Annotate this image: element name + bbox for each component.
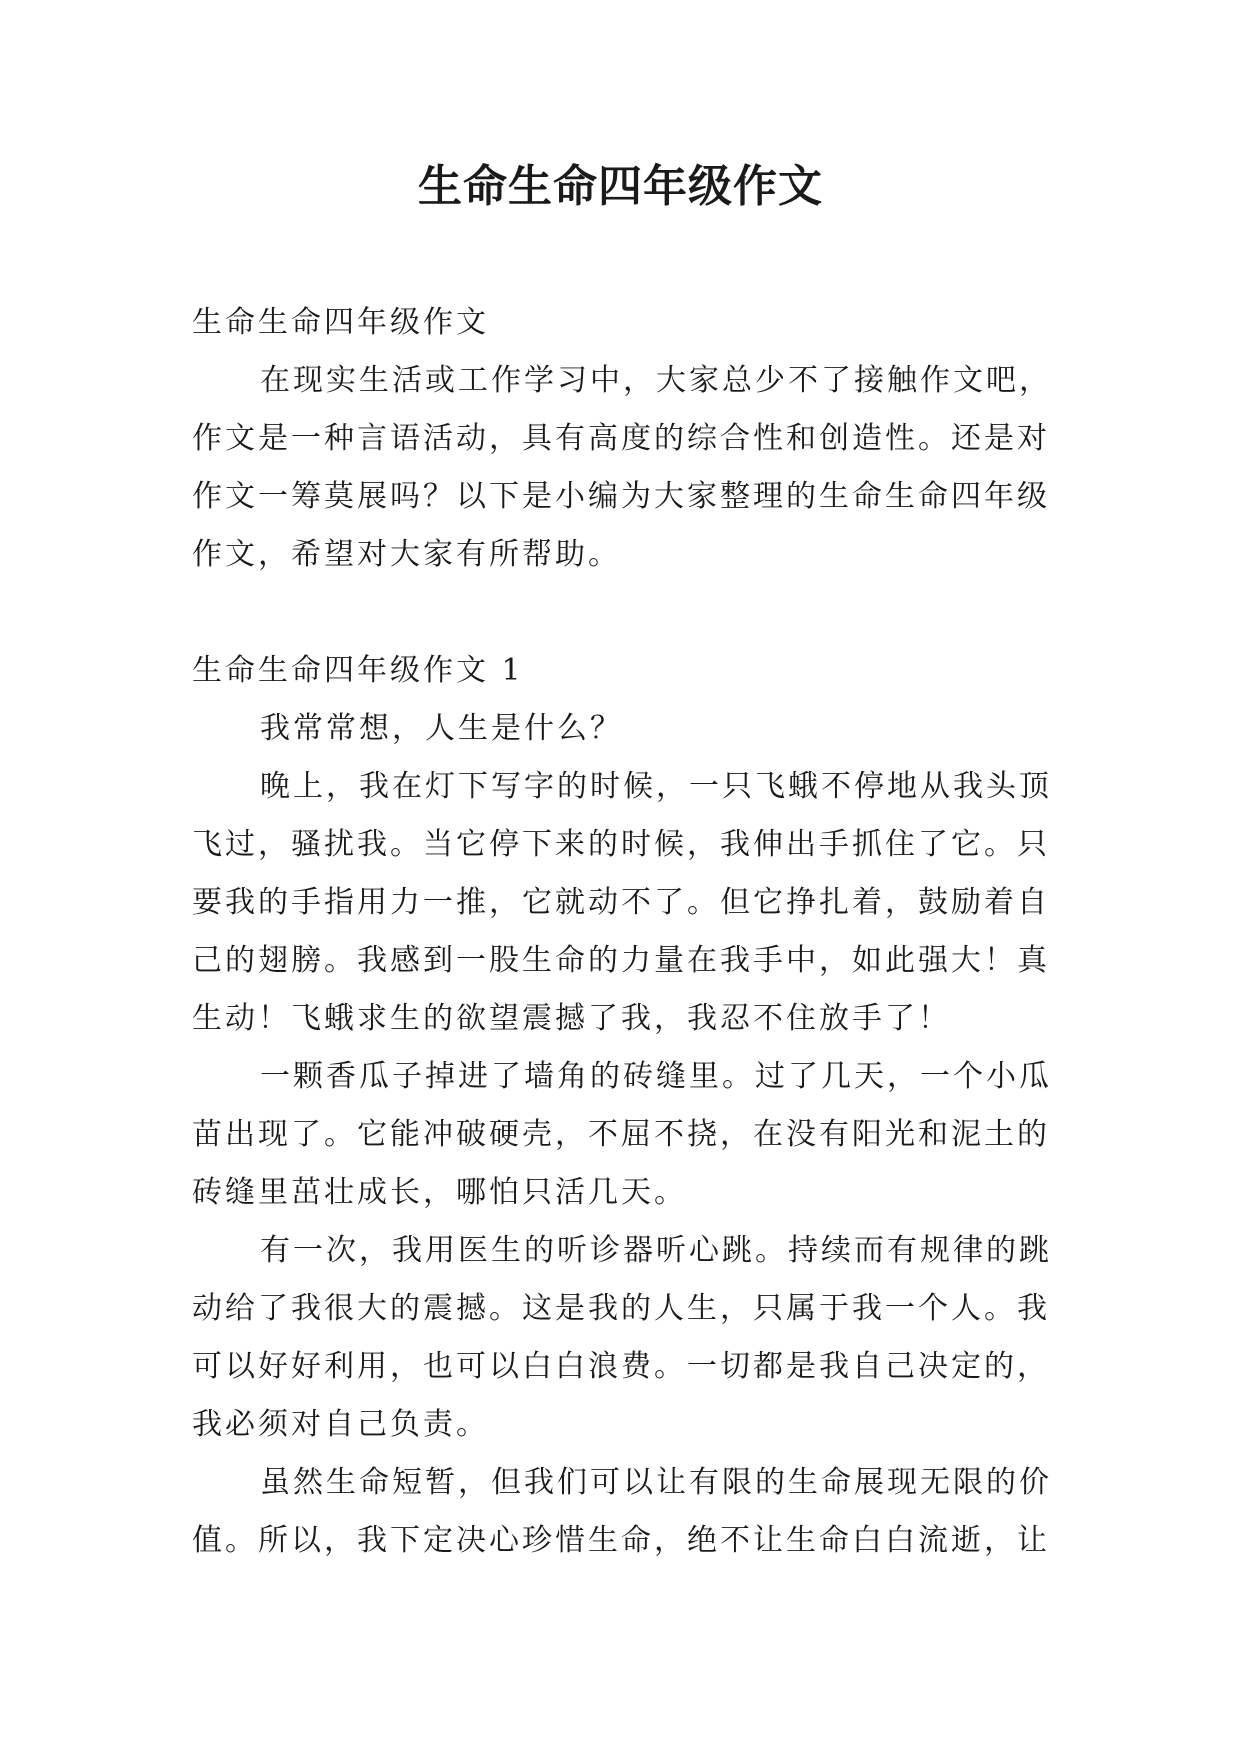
intro-paragraph: 在现实生活或工作学习中，大家总少不了接触作文吧，作文是一种言语活动，具有高度的综合性和创造性。还是对作文一筹莫展吗？以下是小编为大家整理的生命生命四年级作文，希望对大家有所帮助。 (192, 363, 1052, 572)
essay-paragraph: 我常常想，人生是什么？ (260, 711, 623, 746)
intro-heading: 生命生命四年级作文 (192, 305, 489, 340)
essay-paragraph: 晚上，我在灯下写字的时候，一只飞蛾不停地从我头顶飞过，骚扰我。当它停下来的时候，我伸出手抓住了它。只要我的手指用力一推，它就动不了。但它挣扎着，鼓励着自己的翅膀。我感到一股生命的力量在我手中，如此强大！真生动！飞蛾求生的欲望震撼了我，我忍不住放手了！ (192, 769, 1052, 1036)
essay-paragraph: 虽然生命短暂，但我们可以让有限的生命展现无限的价值。所以，我下定决心珍惜生命，绝不让生命白白流逝，让 (192, 1465, 1052, 1558)
essay-paragraph: 一颗香瓜子掉进了墙角的砖缝里。过了几天，一个小瓜苗出现了。它能冲破硬壳，不屈不挠，在没有阳光和泥土的砖缝里茁壮成长，哪怕只活几天。 (192, 1059, 1052, 1210)
document-body (192, 294, 1067, 1570)
essay-heading: 生命生命四年级作文 1 (192, 653, 524, 688)
document-title: 生命生命四年级作文 (418, 161, 823, 212)
section-spacer (192, 584, 1067, 642)
essay-paragraph: 有一次，我用医生的听诊器听心跳。持续而有规律的跳动给了我很大的震撼。这是我的人生，只属于我一个人。我可以好好利用，也可以白白浪费。一切都是我自己决定的，我必须对自己负责。 (192, 1233, 1052, 1442)
